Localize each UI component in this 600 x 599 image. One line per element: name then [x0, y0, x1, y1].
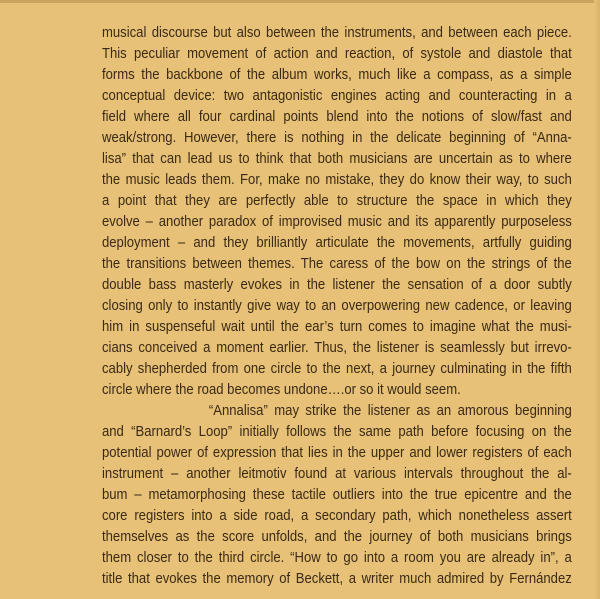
text-line: bum – metamorphosing these tactile outliers into the true epicentre and the	[102, 486, 572, 503]
text-line: potential power of expression that lies in the upper and lower registers of each	[102, 444, 572, 461]
text-line: weak/strong. However, there is nothing in the delicate beginning of “Anna-	[102, 129, 572, 146]
text-line: forms the backbone of the album works, much like a compass, as a simple	[102, 66, 572, 83]
text-line: themselves as the score unfolds, and the journey of both musicians brings	[102, 528, 572, 545]
document-page	[102, 22, 572, 589]
text-line: field where all four cardinal points blend into the notions of slow/fast and	[102, 108, 572, 125]
text-line: musical discourse but also between the instruments, and between each piece.	[102, 24, 572, 41]
text-line: title that evokes the memory of Beckett, a writer much admired by Fernández	[102, 570, 572, 587]
text-line: the transitions between themes. The caress of the bow on the strings of the	[102, 255, 572, 272]
text-line: double bass masterly evokes in the listener the sensation of a door subtly	[102, 276, 572, 293]
text-line: a point that they are perfectly able to structure the space in which they	[102, 192, 572, 209]
text-line: deployment – and they brilliantly articulate the movements, artfully guiding	[102, 234, 572, 251]
text-line: the music leads them. For, make no mistake, they do know their way, to such	[102, 171, 572, 188]
text-line: them closer to the third circle. “How to go into a room you are already in”, a	[102, 549, 572, 566]
text-line: “Annalisa” may strike the listener as an amorous beginning	[208, 402, 572, 419]
text-line: circle where the road becomes undone….or so it would seem.	[102, 381, 461, 398]
text-line: him in suspenseful wait until the ear’s turn comes to imagine what the musi-	[102, 318, 572, 335]
text-line: This peculiar movement of action and reaction, of systole and diastole that	[102, 45, 572, 62]
text-line: cably shepherded from one circle to the next, a journey culminating in the fifth	[102, 360, 572, 377]
paragraph-2	[102, 400, 572, 589]
page-top-edge	[0, 0, 600, 3]
text-line: evolve – another paradox of improvised music and its apparently purposeless	[102, 213, 572, 230]
text-line: conceptual device: two antagonistic engines acting and counteracting in a	[102, 87, 572, 104]
text-line: core registers into a side road, a secondary path, which nonetheless assert	[102, 507, 572, 524]
text-line: and “Barnard’s Loop” initially follows the same path before focusing on the	[102, 423, 572, 440]
text-line: lisa” that can lead us to think that both musicians are uncertain as to where	[102, 150, 572, 167]
paragraph-1	[102, 22, 572, 400]
text-line: closing only to instantly give way to an overpowering new cadence, or leaving	[102, 297, 572, 314]
text-line: instrument – another leitmotiv found at various intervals throughout the al-	[102, 465, 572, 482]
text-line: cians conceived a moment earlier. Thus, the listener is seamlessly but irrevo-	[102, 339, 572, 356]
page-right-edge	[594, 0, 600, 599]
